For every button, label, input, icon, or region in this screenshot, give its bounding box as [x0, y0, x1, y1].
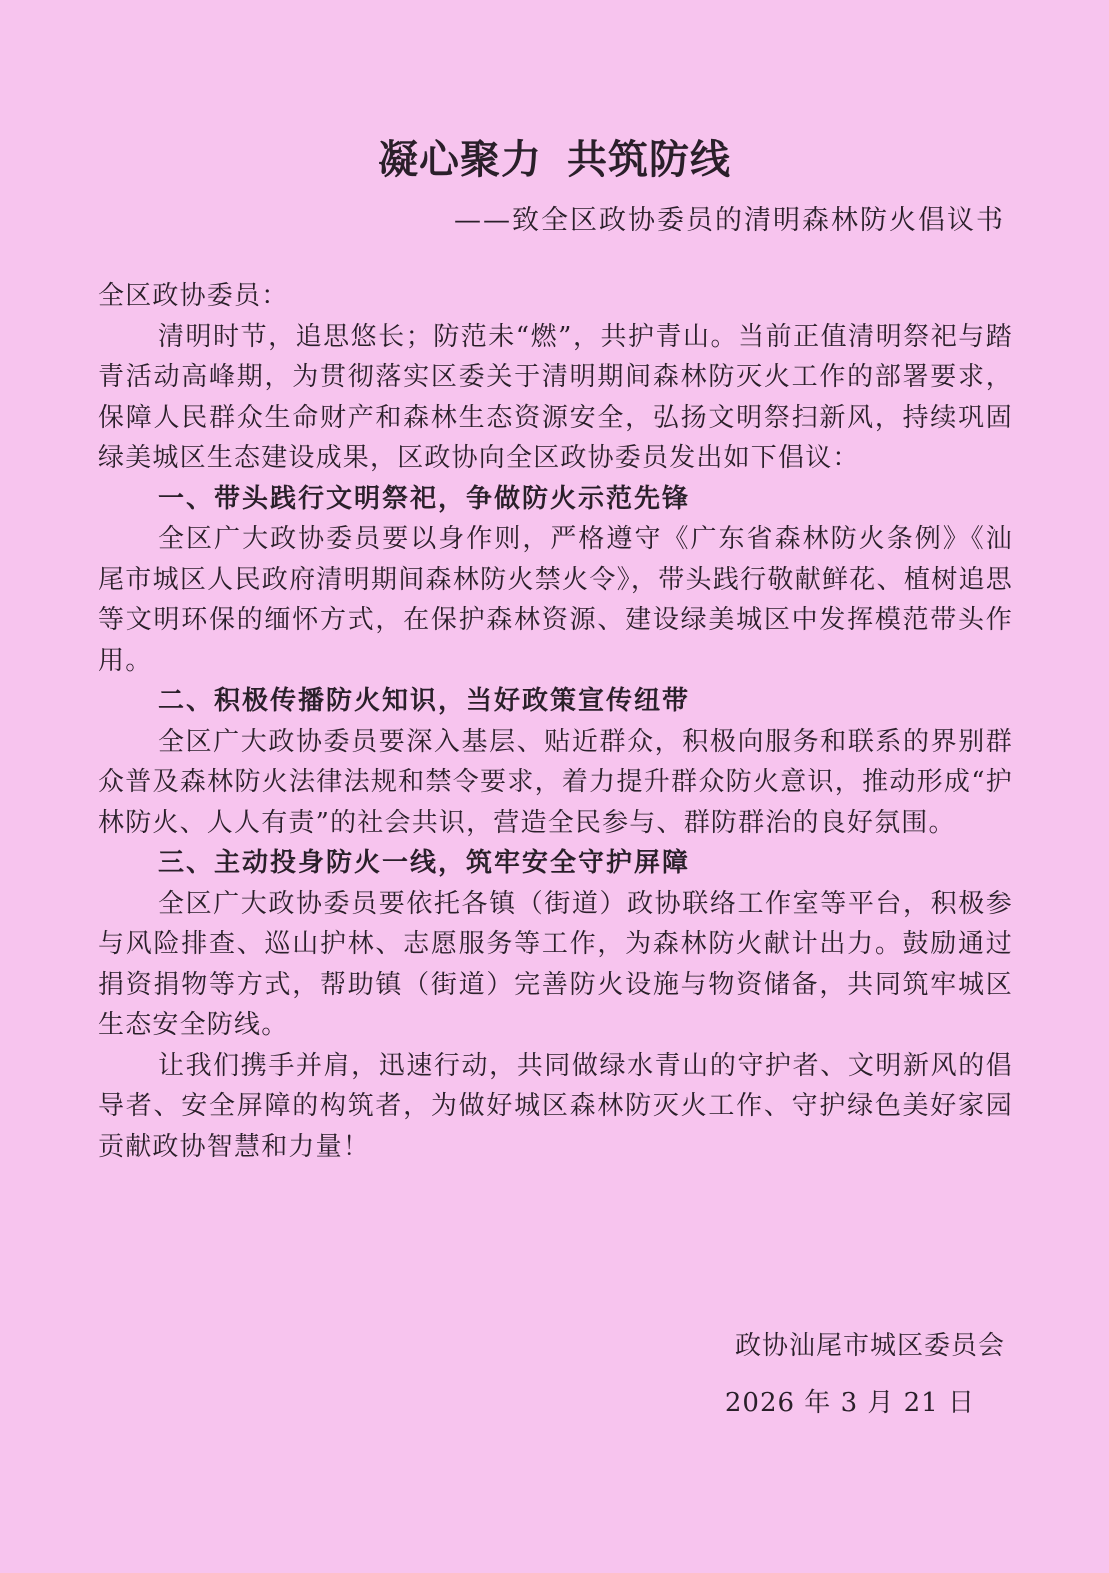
section-paragraph-3: 全区广大政协委员要依托各镇（街道）政协联络工作室等平台，积极参与风险排查、巡山护林、志愿服务等工作，为森林防火献计出力。鼓励通过捐资捐物等方式，帮助镇（街道）完善防火设施与物资储备，共同筑牢城区生态安全防线。 — [98, 888, 1013, 1040]
document-subtitle: ——致全区政协委员的清明森林防火倡议书 — [454, 205, 1005, 236]
section-paragraph-1: 全区广大政协委员要以身作则，严格遵守《广东省森林防火条例》《汕尾市城区人民政府清明期间森林防火禁火令》，带头践行敬献鲜花、植树追思等文明环保的缅怀方式，在保护森林资源、建设绿美城区中发挥模范带头作用。 — [98, 524, 1013, 676]
closing-paragraph: 让我们携手并肩，迅速行动，共同做绿水青山的守护者、文明新风的倡导者、安全屏障的构筑者，为做好城区森林防灭火工作、守护绿色美好家园贡献政协智慧和力量！ — [98, 1050, 1013, 1162]
section-paragraph-2: 全区广大政协委员要深入基层、贴近群众，积极向服务和联系的界别群众普及森林防火法律法规和禁令要求，着力提升群众防火意识，推动形成“护林防火、人人有责”的社会共识，营造全民参与、群防群治的良好氛围。 — [98, 726, 1013, 838]
section-heading-3: 三、主动投身防火一线，筑牢安全守护屏障 — [158, 848, 691, 878]
document-body — [98, 276, 1013, 1167]
section-heading-2: 二、积极传播防火知识，当好政策宣传纽带 — [158, 686, 691, 716]
salutation: 全区政协委员： — [98, 281, 289, 311]
signature: 政协汕尾市城区委员会 — [734, 1331, 1005, 1361]
intro-paragraph: 清明时节，追思悠长；防范未“燃”，共护青山。当前正值清明祭祀与踏青活动高峰期，为贯彻落实区委关于清明期间森林防灭火工作的部署要求，保障人民群众生命财产和森林生态资源安全，弘扬文明祭扫新风，持续巩固绿美城区生态建设成果，区政协向全区政协委员发出如下倡议： — [98, 321, 1013, 473]
section-heading-1: 一、带头践行文明祭祀，争做防火示范先锋 — [158, 483, 691, 514]
date: 2026 年 3 月 21 日 — [724, 1388, 975, 1418]
signature-block — [725, 1318, 1005, 1432]
document-title: 凝心聚力 共筑防线 — [378, 137, 731, 183]
